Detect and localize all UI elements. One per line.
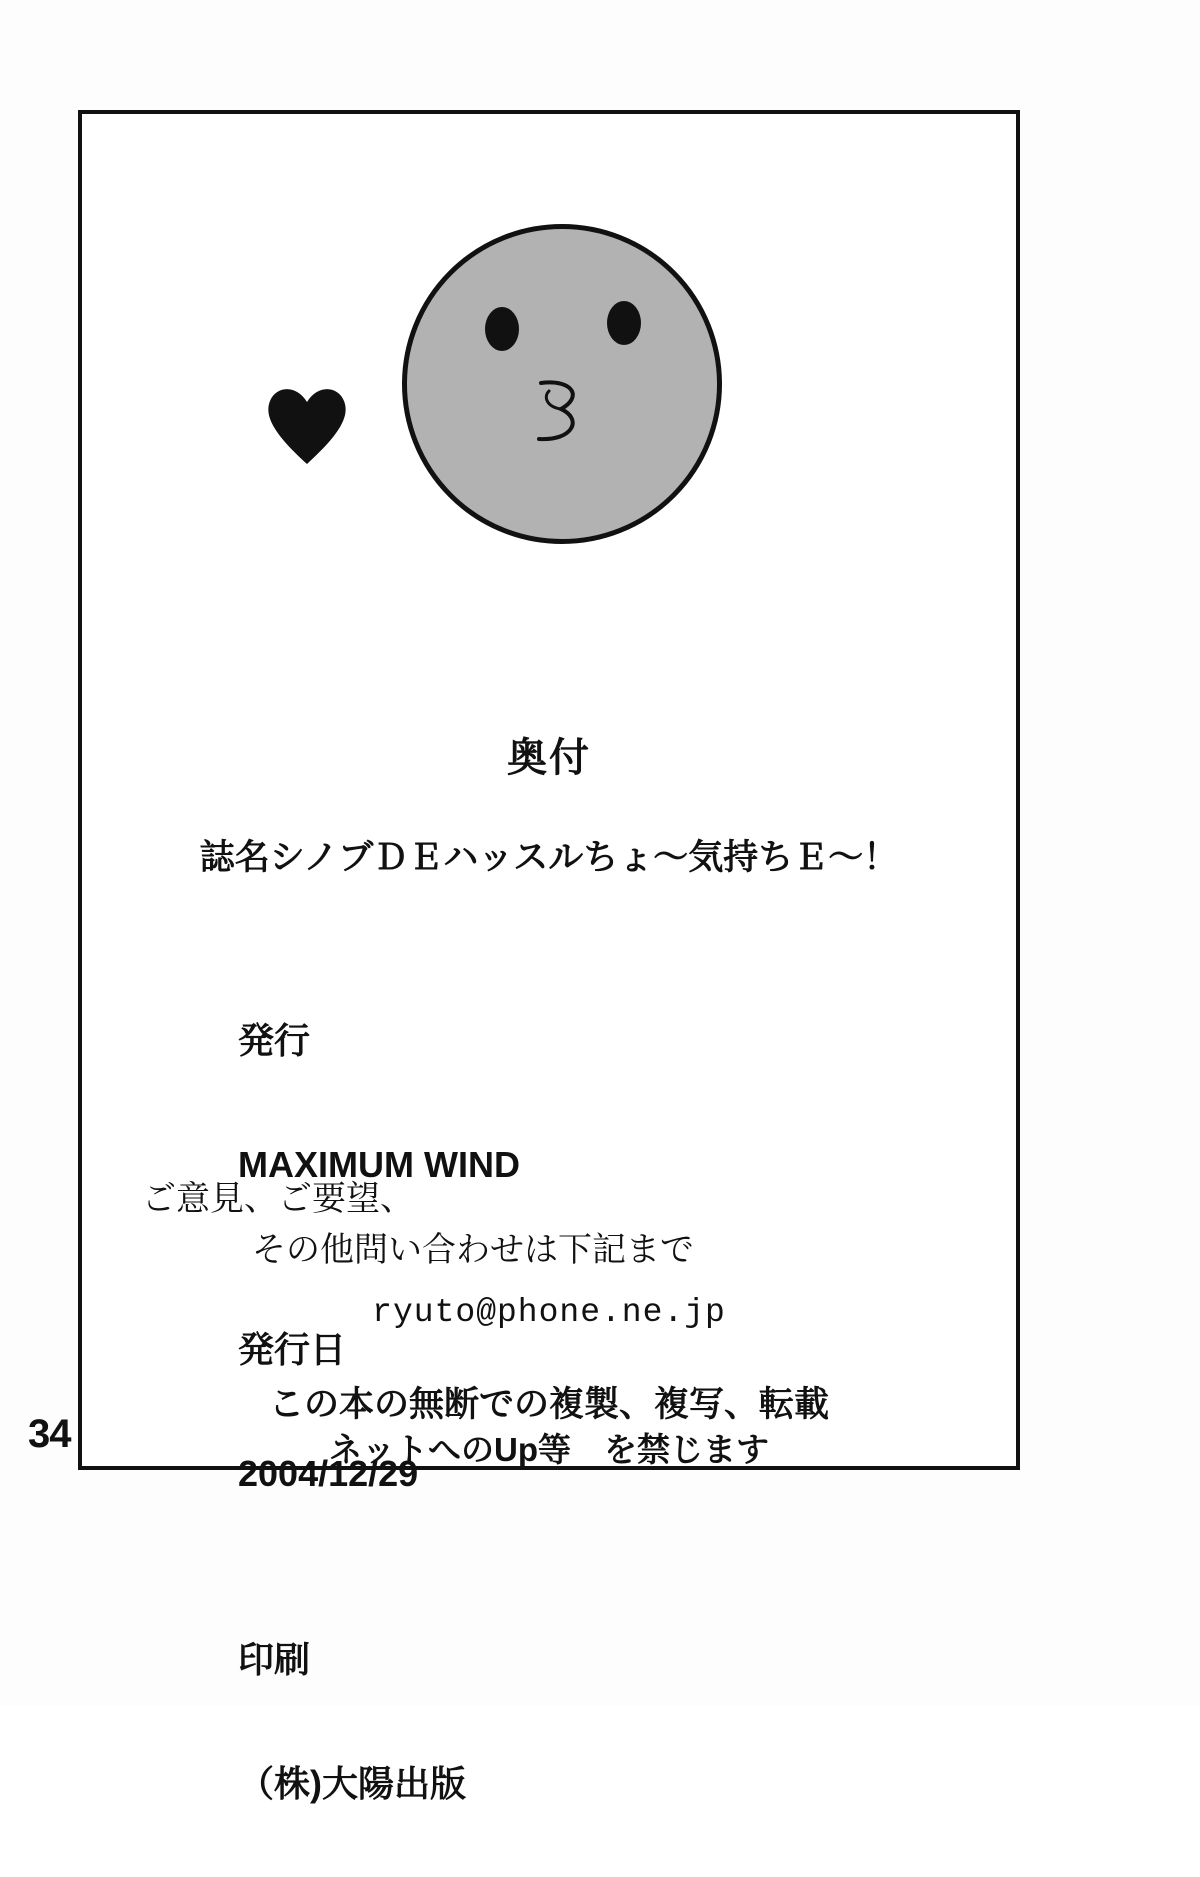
notice-line-2: ネットへのUp等 を禁じます (329, 1431, 769, 1469)
colophon-heading: 奥付 (507, 736, 591, 780)
contact-email: ryuto@phone.ne.jp (372, 1294, 726, 1331)
info-row-printer (178, 1567, 520, 1877)
info-value-printer: （株)大陽出版 (238, 1762, 467, 1804)
eye-left-icon (485, 307, 519, 351)
info-label-publisher: 発行 (238, 1019, 311, 1061)
info-label-date: 発行日 (238, 1329, 347, 1371)
contact-block (142, 1174, 962, 1276)
colophon-frame (78, 110, 1020, 1804)
mouth-icon (527, 377, 589, 447)
contact-line-1: ご意見、ご要望、 (142, 1180, 414, 1218)
eye-right-icon (607, 301, 641, 345)
notice-line-1: この本の無断での複製、複写、転載 (268, 1385, 829, 1424)
page-number: 34 (28, 1412, 71, 1456)
publication-title: 誌名シノブＤＥハッスルちょ〜気持ちＥ〜！ (199, 838, 899, 877)
info-value-date: 2004/12/29 (238, 1453, 419, 1495)
illustration (82, 214, 1016, 674)
info-value-publisher: MAXIMUM WIND (238, 1143, 520, 1185)
info-label-printer: 印刷 (238, 1638, 311, 1680)
heart-icon (264, 382, 350, 468)
copyright-notice (82, 1382, 1016, 1472)
kissing-face-icon (402, 224, 722, 544)
contact-line-2: その他問い合わせは下記まで (252, 1231, 694, 1269)
